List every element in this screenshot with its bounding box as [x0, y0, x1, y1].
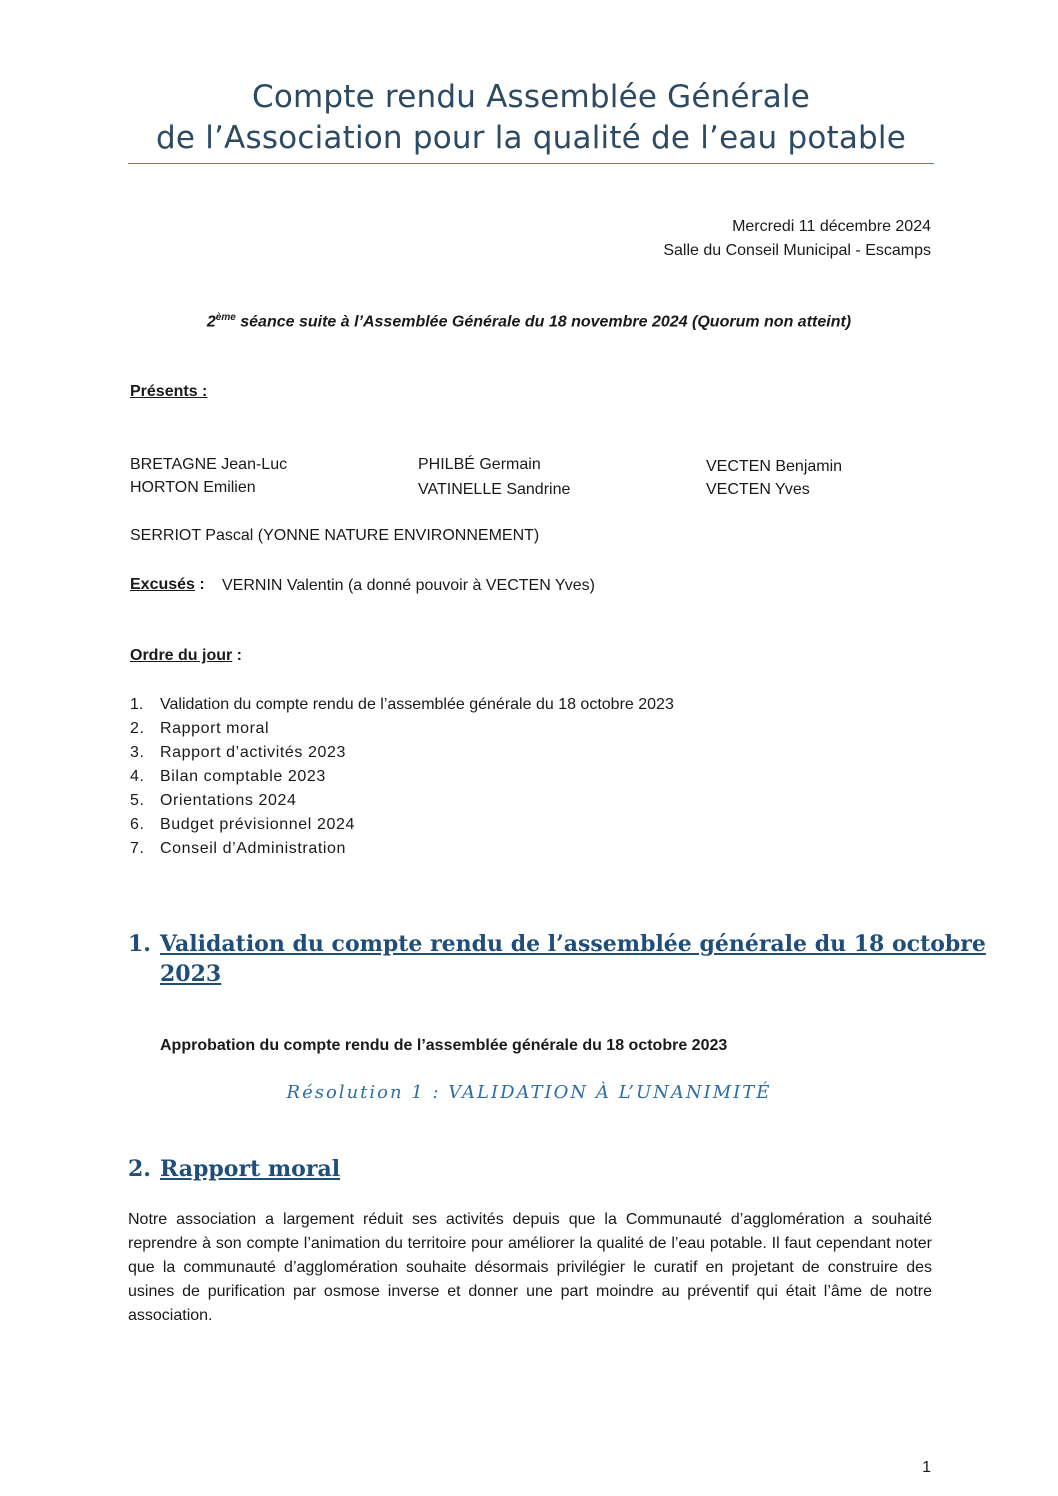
document-title-line2: de l’Association pour la qualité de l’eau potable — [155, 120, 907, 156]
agenda-item: 6. Budget prévisionnel 2024 — [130, 816, 355, 833]
title-underline-rule — [128, 163, 934, 164]
document-title-line1: Compte rendu Assemblée Générale — [251, 79, 811, 115]
resolution-1: Résolution 1 : VALIDATION À L’UNANIMITÉ — [286, 1082, 772, 1103]
section1-title-line1: Validation du compte rendu de l’assemblée générale du 18 octobre — [160, 931, 986, 957]
seance-number: 2 — [206, 313, 216, 331]
excuses-text: VERNIN Valentin (a donné pouvoir à VECTEN Yves) — [222, 577, 595, 594]
section1-number: 1. — [128, 931, 151, 957]
excuses-label: Excusés : — [130, 576, 205, 593]
seance-note — [0, 312, 1058, 331]
section1-title-line2: 2023 — [160, 961, 222, 987]
agenda-item: 5. Orientations 2024 — [130, 792, 297, 809]
section2-heading — [128, 1154, 340, 1184]
seance-superscript: ème — [215, 312, 236, 323]
ordre-du-jour-label: Ordre du jour : — [130, 647, 243, 664]
present-name: VECTEN Yves — [706, 481, 810, 498]
agenda-item: 1. Validation du compte rendu de l’assemblée générale du 18 octobre 2023 — [130, 696, 674, 713]
present-name: VECTEN Benjamin — [706, 458, 843, 475]
presents-label: Présents : — [130, 383, 208, 400]
section2-number: 2. — [128, 1156, 151, 1182]
present-name: PHILBÉ Germain — [418, 456, 541, 473]
agenda-list — [130, 693, 674, 861]
present-name: HORTON Emilien — [130, 479, 256, 496]
agenda-item: 7. Conseil d’Administration — [130, 840, 347, 857]
present-name: VATINELLE Sandrine — [418, 481, 571, 498]
agenda-item: 2. Rapport moral — [130, 720, 270, 737]
present-name: BRETAGNE Jean-Luc — [130, 456, 288, 473]
section2-title: Rapport moral — [160, 1156, 341, 1182]
page-number: 1 — [922, 1459, 931, 1476]
present-extra: SERRIOT Pascal (YONNE NATURE ENVIRONNEMENT) — [130, 527, 540, 544]
agenda-item: 3. Rapport d’activités 2023 — [130, 744, 347, 761]
seance-text: séance suite à l’Assemblée Générale du 18 novembre 2024 (Quorum non atteint) — [235, 313, 852, 331]
meeting-date: Mercredi 11 décembre 2024 — [732, 218, 931, 235]
section1-heading — [128, 929, 986, 989]
section2-paragraph: Notre association a largement réduit ses activités depuis que la Communauté d’agglomération a souhaité reprendre à son compte l’animation du territoire pour améliorer la qualité de l’eau potable. Il faut cependant noter que la communauté d’agglomération souhaite désormais privilégier le curatif en projetant de construire des usines de purification par osmose inverse et donner une part moindre au préventif qui était l’âme de notre association. — [128, 1211, 932, 1324]
meeting-location: Salle du Conseil Municipal - Escamps — [663, 242, 931, 259]
approbation-text: Approbation du compte rendu de l’assemblée générale du 18 octobre 2023 — [160, 1037, 728, 1054]
agenda-item: 4. Bilan comptable 2023 — [130, 768, 326, 785]
